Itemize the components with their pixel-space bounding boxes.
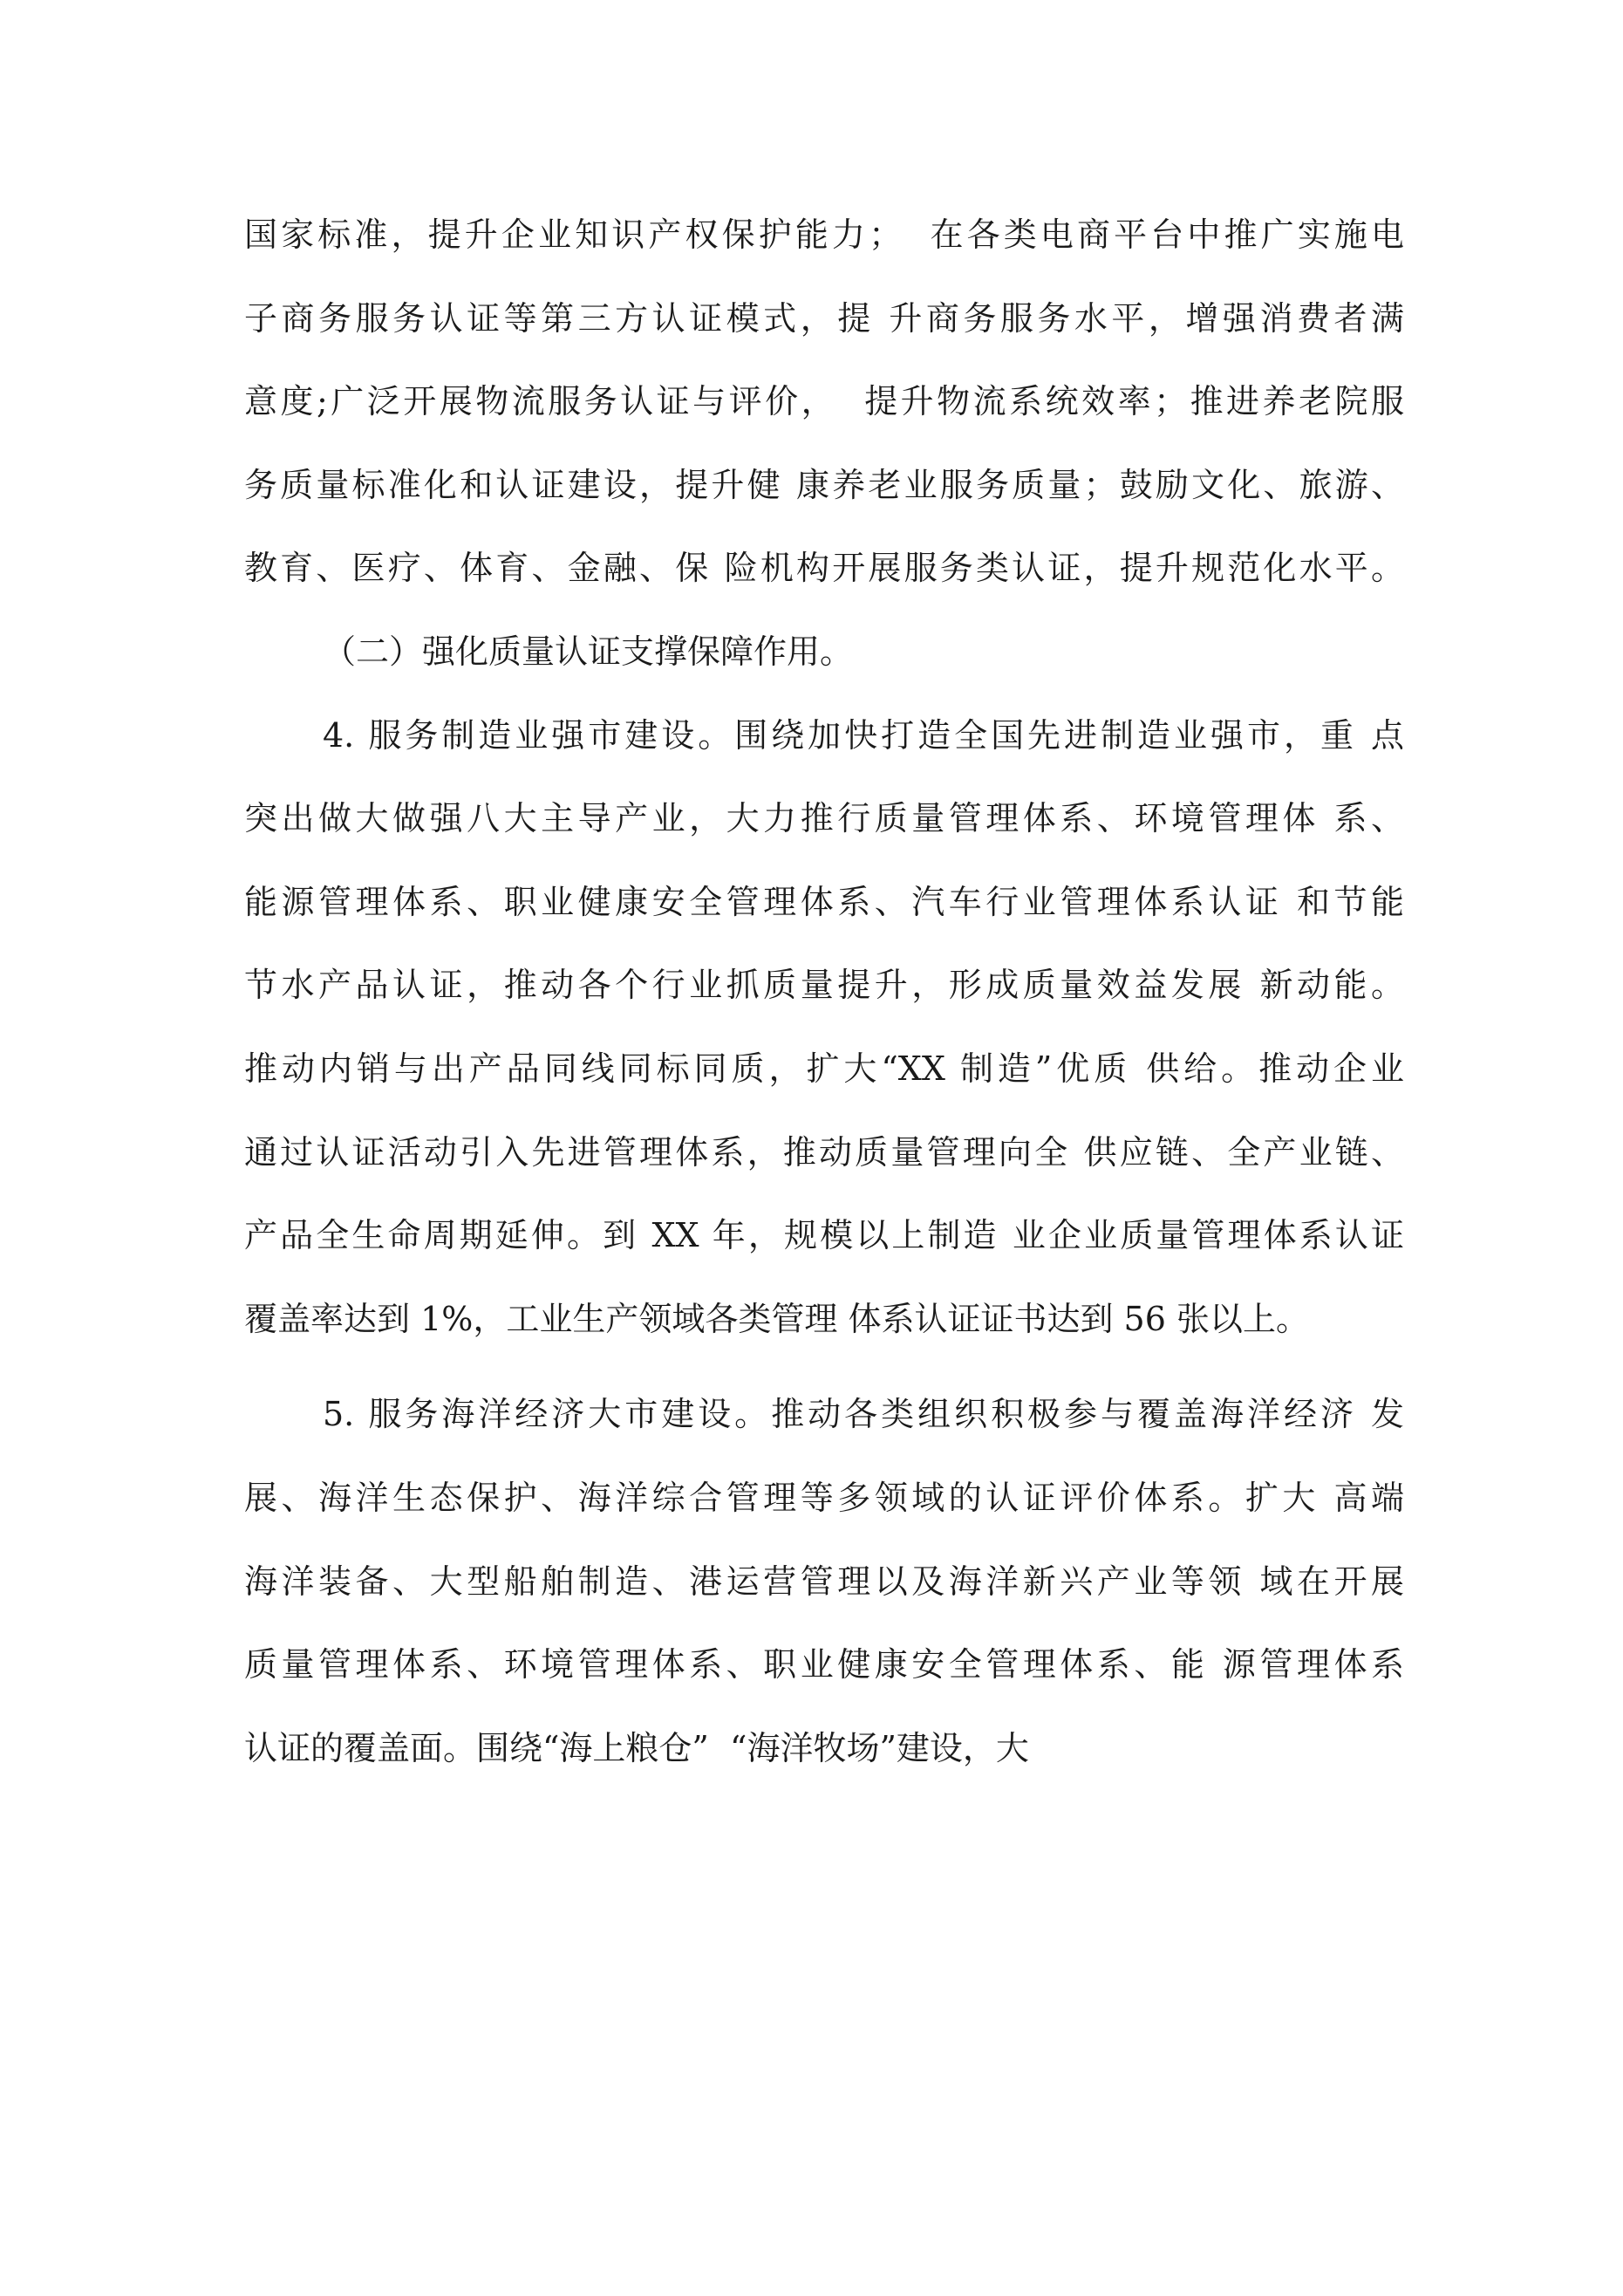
paragraph-line: 4. 服务制造业强市建设。围绕加快打造全国先进制造业强市，重 点 [323, 715, 1404, 755]
paragraph-line: 展、海洋生态保护、海洋综合管理等多领域的认证评价体系。扩大 高端 [244, 1478, 1404, 1517]
document-body [244, 194, 1404, 1790]
paragraph-line: 国家标准，提升企业知识产权保护能力； 在各类电商平台中推广实施电 [244, 215, 1404, 254]
paragraph-line: 子商务服务认证等第三方认证模式，提 升商务服务水平，增强消费者满 [244, 298, 1404, 338]
paragraph-line: 务质量标准化和认证建设，提升健 康养老业服务质量；鼓励文化、旅游、 [244, 465, 1404, 504]
paragraph-line: 产品全生命周期延伸。到 XX 年，规模以上制造 业企业质量管理体系认证 [244, 1216, 1404, 1255]
paragraph-line: 通过认证活动引入先进管理体系，推动质量管理向全 供应链、全产业链、 [244, 1132, 1404, 1172]
paragraph-line: 认证的覆盖面。围绕“海上粮仓” “海洋牧场”建设，大 [244, 1728, 1029, 1767]
paragraph-line: 突出做大做强八大主导产业，大力推行质量管理体系、环境管理体 系、 [244, 799, 1404, 838]
paragraph-line: 质量管理体系、环境管理体系、职业健康安全管理体系、能 源管理体系 [244, 1645, 1404, 1684]
section-heading: （二）强化质量认证支撑保障作用。 [323, 632, 854, 671]
paragraph-line: 覆盖率达到 1%，工业生产领域各类管理 体系认证证书达到 56 张以上。 [244, 1299, 1309, 1338]
paragraph-line: 推动内销与出产品同线同标同质，扩大“XX 制造”优质 供给。推动企业 [244, 1049, 1404, 1088]
paragraph-line: 能源管理体系、职业健康安全管理体系、汽车行业管理体系认证 和节能 [244, 882, 1404, 921]
paragraph-line: 海洋装备、大型船舶制造、港运营管理以及海洋新兴产业等领 域在开展 [244, 1561, 1404, 1601]
paragraph-line: 5. 服务海洋经济大市建设。推动各类组织积极参与覆盖海洋经济 发 [323, 1395, 1404, 1434]
paragraph-line: 节水产品认证，推动各个行业抓质量提升，形成质量效益发展 新动能。 [244, 966, 1404, 1005]
paragraph-line: 教育、医疗、体育、金融、保 险机构开展服务类认证，提升规范化水平。 [244, 549, 1404, 588]
paragraph-line: 意度;广泛开展物流服务认证与评价， 提升物流系统效率；推进养老院服 [244, 382, 1404, 421]
